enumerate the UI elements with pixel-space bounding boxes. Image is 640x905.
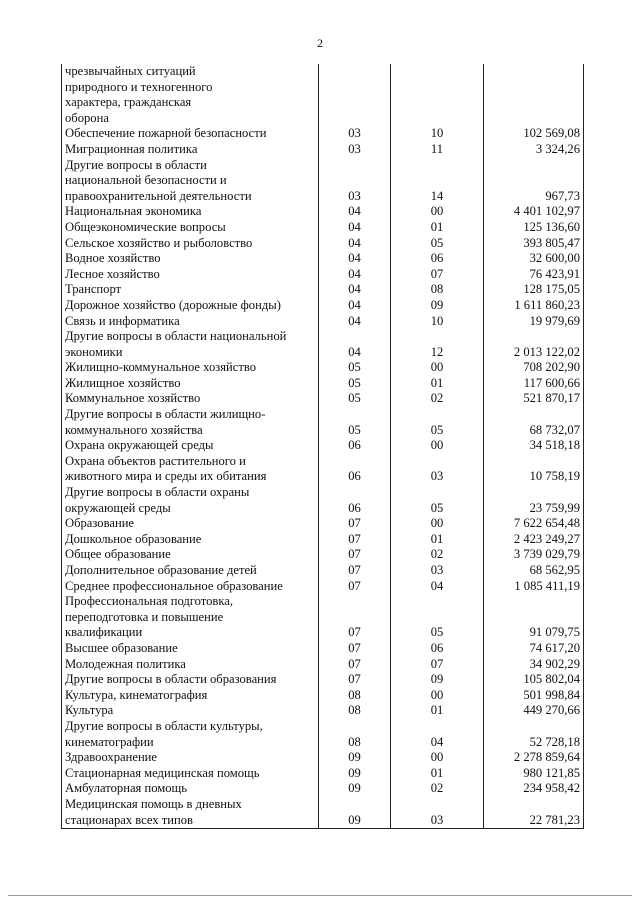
row-section-code: 03 [319,126,391,142]
budget-table-body [62,64,584,829]
row-name: Стационарная медицинская помощь [62,766,319,782]
row-subsection-code: 10 [391,314,484,330]
row-subsection-code: 06 [391,641,484,657]
table-row [62,547,584,563]
row-amount: 10 758,19 [484,454,584,485]
row-section-code: 07 [319,532,391,548]
row-name-text: Охрана объектов растительного и животного мира и среды их обитания [65,453,267,484]
table-row [62,688,584,704]
row-amount: 501 998,84 [484,688,584,704]
row-section-code: 03 [319,142,391,158]
row-subsection-code: 04 [391,719,484,750]
table-row [62,391,584,407]
row-amount: 74 617,20 [484,641,584,657]
row-section-code: 05 [319,376,391,392]
row-name [62,454,319,485]
row-amount: 68 732,07 [484,407,584,438]
row-subsection-code: 02 [391,391,484,407]
row-amount: 19 979,69 [484,314,584,330]
row-section-code: 07 [319,563,391,579]
row-amount: 32 600,00 [484,251,584,267]
row-subsection-code: 00 [391,204,484,220]
row-amount: 7 622 654,48 [484,516,584,532]
row-name: Обеспечение пожарной безопасности [62,126,319,142]
row-subsection-code: 14 [391,158,484,205]
row-name: Национальная экономика [62,204,319,220]
row-subsection-code: 07 [391,657,484,673]
row-section-code: 08 [319,688,391,704]
row-name [62,594,319,641]
row-name-text: Другие вопросы в области охраны окружающей среды [65,485,250,515]
row-name: Жилищно-коммунальное хозяйство [62,360,319,376]
row-section-code: 07 [319,657,391,673]
row-subsection-code: 09 [391,672,484,688]
row-amount: 76 423,91 [484,267,584,283]
table-row [62,766,584,782]
table-row [62,64,584,126]
table-row [62,236,584,252]
row-amount: 34 518,18 [484,438,584,454]
row-section-code: 05 [319,391,391,407]
table-row [62,703,584,719]
row-amount: 3 324,26 [484,142,584,158]
row-subsection-code: 00 [391,516,484,532]
row-section-code: 09 [319,750,391,766]
table-row [62,376,584,392]
row-name: Коммунальное хозяйство [62,391,319,407]
row-subsection-code: 02 [391,547,484,563]
page-number: 2 [317,36,323,50]
row-section-code: 06 [319,485,391,516]
row-subsection-code: 06 [391,251,484,267]
row-section-code: 04 [319,267,391,283]
row-subsection-code: 12 [391,329,484,360]
row-section-code: 04 [319,220,391,236]
row-name: Культура [62,703,319,719]
row-amount: 91 079,75 [484,594,584,641]
row-subsection-code: 09 [391,298,484,314]
table-row [62,158,584,205]
row-name: Амбулаторная помощь [62,781,319,797]
row-subsection-code: 10 [391,126,484,142]
row-subsection-code: 03 [391,454,484,485]
row-amount: 3 739 029,79 [484,547,584,563]
row-amount: 34 902,29 [484,657,584,673]
row-amount: 4 401 102,97 [484,204,584,220]
table-row [62,314,584,330]
row-subsection-code: 11 [391,142,484,158]
row-section-code: 07 [319,594,391,641]
row-amount: 2 423 249,27 [484,532,584,548]
row-name: Жилищное хозяйство [62,376,319,392]
table-row [62,516,584,532]
row-amount: 52 728,18 [484,719,584,750]
table-row [62,329,584,360]
table-row [62,750,584,766]
row-name: Охрана окружающей среды [62,438,319,454]
row-subsection-code: 00 [391,438,484,454]
row-subsection-code: 04 [391,579,484,595]
table-row [62,797,584,829]
row-name: Транспорт [62,282,319,298]
row-name: Образование [62,516,319,532]
table-row [62,485,584,516]
row-section-code: 04 [319,298,391,314]
table-row [62,672,584,688]
row-name: Другие вопросы в области образования [62,672,319,688]
row-subsection-code: 05 [391,485,484,516]
row-section-code: 06 [319,438,391,454]
table-row [62,438,584,454]
row-subsection-code: 00 [391,360,484,376]
row-subsection-code: 01 [391,703,484,719]
table-row [62,579,584,595]
row-name-text: чрезвычайных ситуаций природного и техногенного характера, гражданская оборона [65,64,213,125]
row-name: Связь и информатика [62,314,319,330]
row-name-text: Другие вопросы в области национальной экономики [65,329,287,359]
row-amount: 980 121,85 [484,766,584,782]
row-section-code: 04 [319,282,391,298]
table-row [62,407,584,438]
table-row [62,719,584,750]
row-amount: 102 569,08 [484,126,584,142]
row-name [62,329,319,360]
row-amount: 128 175,05 [484,282,584,298]
row-name: Общее образование [62,547,319,563]
row-section-code: 04 [319,251,391,267]
row-name-text: Другие вопросы в области национальной безопасности и правоохранительной деятельности [65,157,252,203]
table-row [62,204,584,220]
row-name: Лесное хозяйство [62,267,319,283]
row-name: Среднее профессиональное образование [62,579,319,595]
row-subsection-code: 08 [391,282,484,298]
row-section-code: 04 [319,204,391,220]
row-section-code: 04 [319,236,391,252]
row-amount: 125 136,60 [484,220,584,236]
row-amount: 1 611 860,23 [484,298,584,314]
row-amount: 449 270,66 [484,703,584,719]
row-name-text: Другие вопросы в области культуры, кинематографии [65,718,263,749]
row-name [62,64,319,126]
row-subsection-code: 07 [391,267,484,283]
row-section-code: 07 [319,547,391,563]
table-row [62,781,584,797]
row-section-code: 04 [319,329,391,360]
row-subsection-code: 01 [391,376,484,392]
row-amount: 2 013 122,02 [484,329,584,360]
row-name [62,158,319,205]
row-section-code: 07 [319,516,391,532]
table-row [62,126,584,142]
bottom-rule [8,895,632,896]
row-subsection-code: 01 [391,532,484,548]
row-section-code: 08 [319,703,391,719]
row-subsection-code [391,64,484,126]
row-amount: 967,73 [484,158,584,205]
row-section-code: 07 [319,641,391,657]
row-amount: 68 562,95 [484,563,584,579]
budget-table [61,64,584,829]
row-subsection-code: 00 [391,688,484,704]
row-section-code: 09 [319,766,391,782]
row-section-code: 06 [319,454,391,485]
row-name-text: Профессиональная подготовка, переподготовка и повышение квалификации [65,594,234,640]
table-row [62,641,584,657]
row-section-code: 08 [319,719,391,750]
row-name: Здравоохранение [62,750,319,766]
table-row [62,563,584,579]
row-subsection-code: 00 [391,750,484,766]
row-section-code: 05 [319,407,391,438]
row-name: Дошкольное образование [62,532,319,548]
row-subsection-code: 05 [391,236,484,252]
row-subsection-code: 05 [391,407,484,438]
row-section-code: 09 [319,797,391,829]
row-name: Дополнительное образование детей [62,563,319,579]
row-subsection-code: 01 [391,766,484,782]
row-amount: 234 958,42 [484,781,584,797]
row-amount [484,64,584,126]
row-subsection-code: 01 [391,220,484,236]
row-subsection-code: 05 [391,594,484,641]
row-section-code: 04 [319,314,391,330]
table-row [62,360,584,376]
row-name [62,719,319,750]
table-row [62,657,584,673]
row-name [62,797,319,829]
row-amount: 23 759,99 [484,485,584,516]
table-row [62,594,584,641]
row-amount: 105 802,04 [484,672,584,688]
row-section-code: 05 [319,360,391,376]
row-amount: 393 805,47 [484,236,584,252]
row-name: Культура, кинематография [62,688,319,704]
row-amount: 22 781,23 [484,797,584,829]
row-subsection-code: 03 [391,797,484,829]
row-name-text: Другие вопросы в области жилищно-коммунального хозяйства [65,407,266,437]
row-name: Общеэкономические вопросы [62,220,319,236]
row-amount: 1 085 411,19 [484,579,584,595]
row-name: Водное хозяйство [62,251,319,267]
row-section-code: 09 [319,781,391,797]
row-amount: 521 870,17 [484,391,584,407]
table-row [62,532,584,548]
row-section-code: 07 [319,579,391,595]
row-section-code: 07 [319,672,391,688]
row-name: Молодежная политика [62,657,319,673]
table-row [62,454,584,485]
row-name: Высшее образование [62,641,319,657]
row-name [62,407,319,438]
row-name [62,485,319,516]
row-name: Сельское хозяйство и рыболовство [62,236,319,252]
row-subsection-code: 02 [391,781,484,797]
row-name: Миграционная политика [62,142,319,158]
table-row [62,220,584,236]
table-row [62,298,584,314]
row-section-code: 03 [319,158,391,205]
table-row [62,142,584,158]
row-name: Дорожное хозяйство (дорожные фонды) [62,298,319,314]
table-row [62,282,584,298]
row-amount: 708 202,90 [484,360,584,376]
row-subsection-code: 03 [391,563,484,579]
row-amount: 2 278 859,64 [484,750,584,766]
row-name-text: Медицинская помощь в дневных стационарах всех типов [65,796,242,827]
row-amount: 117 600,66 [484,376,584,392]
table-row [62,267,584,283]
table-row [62,251,584,267]
row-section-code [319,64,391,126]
